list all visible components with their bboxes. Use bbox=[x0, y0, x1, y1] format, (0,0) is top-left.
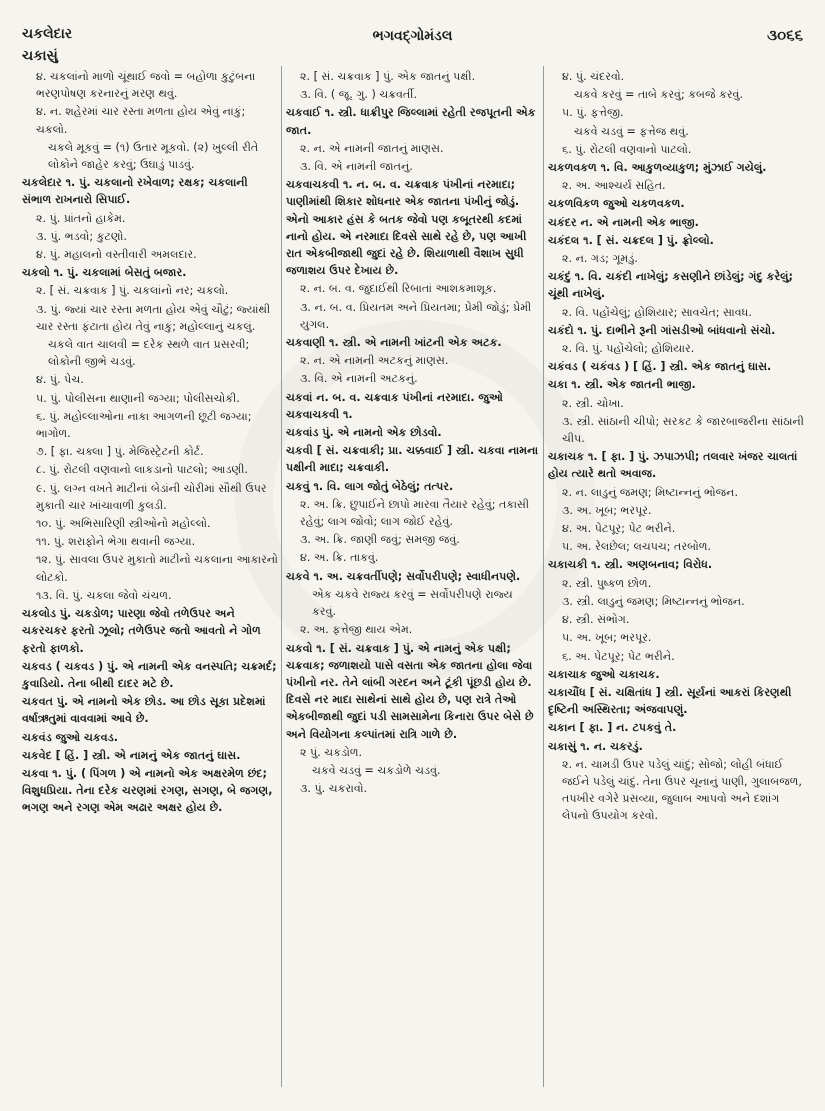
entry-sense: ૩. પું. ભડવો; કુટણો. bbox=[36, 229, 127, 243]
entry-sense: ૫. અ. રેલછેલ; લચપચ; તરબોળ. bbox=[562, 540, 712, 554]
entry-sense: ૨. અ. આશ્ચર્ય સહિત. bbox=[562, 179, 666, 193]
entry-sense: ૨. સ્ત્રી. પુષ્કળ છોળ. bbox=[562, 576, 652, 590]
entry-sense: ૫. અ. ખૂબ; ભરપૂર. bbox=[562, 631, 652, 645]
column-2 bbox=[286, 68, 540, 798]
dictionary-entry: ચકવાણી ૧. સ્ત્રી. એ નામની ખાંટની એક અટક. bbox=[286, 336, 502, 350]
entry-sense: ૨. અ. ફત્તેજી થાય એમ. bbox=[300, 623, 413, 637]
dictionary-entry: ચકવેદ [ હિં. ] સ્ત્રી. એ નામનું એક જાતનું ઘાસ. bbox=[22, 748, 241, 762]
dictionary-entry: ચકંદર ન. એ નામની એક ભાજી. bbox=[548, 215, 699, 229]
entry-sense: ૨ પું. ચકડોળ. bbox=[300, 745, 363, 759]
dictionary-entry: ચકંદો ૧. પું. દાભીને રૂની ગાંસડીઓ બાંધવાનો સંચો. bbox=[548, 323, 776, 337]
entry-sense: ૩. વિ. ( જૂ. ગુ. ) ચક્રવર્તી. bbox=[300, 88, 417, 102]
column-3 bbox=[548, 68, 804, 826]
entry-sense: ૨. ન. ગડ; ગૂમડું. bbox=[562, 252, 638, 266]
entry-sense: ૨. વિ. પું. પહોંચેલો; હોશિયાર. bbox=[562, 342, 695, 356]
entry-sense: ૮. પું. રોટલી વણવાનો લાકડાનો પાટલો; આડણી. bbox=[36, 463, 248, 477]
entry-sense: ચકવે ચડવું = ફત્તેજ થવું. bbox=[574, 124, 689, 138]
guide-word-second: ચકાસું bbox=[22, 48, 58, 64]
entry-sense: ૬. પું. રોટલી વણવાનો પાટલો. bbox=[562, 142, 692, 156]
entry-sense: ૩. સ્ત્રી. સાંઠાની ચીપો; સરકટ કે જારબાજરીના સાંઠાની ચીપ. bbox=[562, 414, 804, 446]
column-divider bbox=[281, 66, 282, 1087]
entry-sense: ૩. ન. બ. વ. પ્રિયતમ અને પ્રિયતમા; પ્રેમી જોડું; પ્રેમી યુગલ. bbox=[300, 300, 532, 331]
dictionary-entry: ચકા ૧. સ્ત્રી. એક જાતની ભાજી. bbox=[548, 378, 696, 392]
dictionary-entry: ચકવાચકવી ૧. ન. બ. વ. ચક્રવાક પંખીનાં નરમાદા; પાણીમાંથી શિકાર શોધનાર એક જાતના પંખીનું જોડું. એનો આકાર હંસ કે બતક જેવો પણ કબૂતરથી કદમાં નાનો હોય. એ નરમાદા દિવસે સાથે રહે છે, પણ આખી રાત એકબીજાથી જુદાં રહે છે. શિયાળાથી વૈશાખ સુધી જળાશય ઉપર દેખાય છે. bbox=[286, 178, 527, 278]
page-header bbox=[22, 26, 803, 64]
entry-sense: ૧૧. પું. શરાફોને ભેગા થવાની જગ્યા. bbox=[36, 535, 196, 549]
dictionary-entry: ચકવી [ સં. ચક્રવાકી; પ્રા. ચક્કવાઈ ] સ્ત્રી. ચકવા નામના પક્ષીની માદા; ચક્રવાકી. bbox=[286, 444, 539, 475]
entry-sense: ૨. સ્ત્રી. ચોખા. bbox=[562, 396, 624, 410]
entry-sense: ૪. પું. મહાલનો વસ્તીવારી અમલદાર. bbox=[36, 248, 197, 262]
entry-sense: ૩. પું. જ્યાં ચાર રસ્તા મળતા હોય એવું ચૌટું; જ્યાંથી ચાર રસ્તા ફંટાતા હોય તેવું નાકું; મહોલ્લાનું ચકલું. bbox=[36, 302, 271, 333]
dictionary-entry: ચકંદું ૧. વિ. ચકંદી નાખેલું; કસણીને છાંડેલું; ગંદુ કરેલું; ચૂંથી નાખેલું. bbox=[548, 270, 793, 301]
entry-sense: ૯. પું. લગ્ન વખતે માટીનાં બેડાંની ચોરીમાં સૌથી ઉપર મુકાતી ચાર ખાંચાવાળી કુલડી. bbox=[36, 481, 267, 512]
dictionary-entry: ચકવું ૧. વિ. લાગ જોતું બેઠેલું; તત્પર. bbox=[286, 479, 454, 493]
dictionary-entry: ચકવાં ન. બ. વ. ચક્રવાક પંખીનાં નરમાદા. જુઓ ચકવાચકવી ૧. bbox=[286, 390, 504, 421]
entry-sense: ૫. પું. પોલીસના થાણાની જગ્યા; પોલીસચોકી. bbox=[36, 391, 240, 405]
entry-sense: ચકવે કરવું = તાબે કરવું; કબજે કરવું. bbox=[574, 88, 743, 102]
dictionary-entry: ચકલો ૧. પું. ચકલામાં બેસતું બજાર. bbox=[22, 266, 187, 280]
dictionary-entry: ચકવા ૧. પું. ( પિંગળ ) એ નામનો એક અક્ષરમેળ છંદ; વિશુધપ્રિયા. તેના દરેક ચરણમાં રગણ, સગણ, બે જગણ, ભગણ અને રગણ એમ અઢાર અક્ષર હોય છે. bbox=[22, 766, 273, 815]
entry-sense: ૪. ચકલાંનો માળો ચૂંથાઈ જવો = બહોળા કુટુંબના ભરણપોષણ કરનારનું મરણ થવું. bbox=[36, 70, 256, 101]
dictionary-entry: ચકવડ ( ચકવડ ) પું. એ નામની એક વનસ્પતિ; ચક્રમર્દ; કુવાડિયો. તેના બીથી દાદર મટે છે. bbox=[22, 659, 277, 690]
entry-sense: ૪. સ્ત્રી. સંભોગ. bbox=[562, 613, 630, 627]
entry-sense: ૧૨. પું. સાવલા ઉપર મુકાતો માટીનો ચકલાના આકારનો લોટકો. bbox=[36, 553, 278, 584]
entry-sense: ચકલે મૂકવું = (૧) ઉતાર મૂકવો. (૨) ખુલ્લી રીતે લોકોને જાહેર કરવું; ઉઘાડું પાડવું. bbox=[48, 140, 259, 172]
dictionary-entry: ચકંદલ ૧. [ સં. ચક્રદલ ] પું. ફ્રોલ્લો. bbox=[548, 233, 714, 247]
dictionary-entry: ચકાન [ ફા. ] ન. ટપકવું તે. bbox=[548, 721, 677, 735]
entry-sense: ૪. અ. પેટપૂર; પેટ ભરીને. bbox=[562, 522, 676, 536]
entry-sense: ૩. સ્ત્રી. લાડુનું જમણ; મિષ્ટાન્નનું ભોજન. bbox=[562, 594, 745, 608]
entry-sense: ૨. ન. ચામડી ઉપર પડેલું ચાંદું; સોજો; લોહી બંધાઈ જઈને પડેલું ચાંદું. તેના ઉપર ચૂનાનું પાણી, ગુલાબજળ, તપખીર વગેરે પ્રસવ્યા, જુલાબ આપવો અને દશાંગ લેપનો ઉપયોગ કરવો. bbox=[562, 757, 802, 823]
dictionary-entry: ચકાચક ૧. [ ફા. ] પું. ઝપાઝપી; તલવાર ખંજર ચાલતાં હોય ત્યારે થતો અવાજ. bbox=[548, 450, 798, 481]
entry-sense: ૪. પું. પેચ. bbox=[36, 373, 84, 387]
entry-sense: ૧૦. પું. અભિસારિણી સ્ત્રીઓનો મહોલ્લો. bbox=[36, 517, 211, 531]
entry-sense: ૨. ન. બ. વ. જુદાઈથી રિબાતાં આશકમાશૂક. bbox=[300, 282, 497, 296]
dictionary-entry: ચકાચકી ૧. સ્ત્રી. અણબનાવ; વિરોધ. bbox=[548, 558, 713, 572]
entry-sense: ૨. ન. લાડુનું જમણ; મિષ્ટાન્નનું ભોજન. bbox=[562, 485, 738, 499]
entry-sense: ૩. વિ. એ નામની અટકનું. bbox=[300, 372, 418, 386]
entry-sense: ૫. પું. ફત્તેજી. bbox=[562, 106, 624, 120]
entry-sense: ૩. અ. ખૂબ; ભરપૂર. bbox=[562, 503, 652, 517]
dictionary-entry: ચકવત પું. એ નામનો એક છોડ. આ છોડ સૂકા પ્રદેશમાં વર્ષાઋતુમાં વાવવામાં આવે છે. bbox=[22, 695, 266, 726]
dictionary-entry: ચકવાંડ પું. એ નામનો એક છોડવો. bbox=[286, 426, 442, 440]
entry-sense: ૨. ન. એ નામની અટકનું માણસ. bbox=[300, 354, 449, 368]
entry-sense: ૪. અ. ક્રિ. તાકવું. bbox=[300, 551, 379, 565]
entry-sense: ૬. પું. મહોલ્લાઓના નાકા આગળની છૂટી જગ્યા; ભાગોળ. bbox=[36, 409, 252, 441]
book-title: ભગવદ્ગોમંડલ bbox=[372, 28, 453, 44]
entry-sense: ૨. [ સં. ચક્રવાક ] પું. એક જાતનું પક્ષી. bbox=[300, 70, 476, 83]
dictionary-entry: ચકવે ૧. અ. ચક્રવર્તીપણે; સર્વોપરીપણે; સ્વાધીનપણે. bbox=[286, 569, 521, 583]
dictionary-entry: ચકળવકળ ૧. વિ. આકુળવ્યાકુળ; મુંઝાઈ ગયેલું. bbox=[548, 161, 767, 175]
dictionary-entry: ચકવંડ જુઓ ચકવડ. bbox=[22, 730, 118, 744]
entry-sense: ૨. [ સં. ચક્રવાક ] પું. ચકલાંનો નર; ચકલો. bbox=[36, 284, 229, 298]
entry-sense: ૩. અ. ક્રિ. જાણી જવું; સમજી જવું. bbox=[300, 533, 460, 547]
dictionary-entry: ચકાચાક જુઓ ચકાચક. bbox=[548, 667, 660, 681]
entry-sense: ૩. વિ. એ નામની જાતનું. bbox=[300, 160, 413, 174]
entry-sense: ૪. ન. શહેરમાં ચાર રસ્તા મળતા હોય એવું નાકું; ચકલો. bbox=[36, 105, 246, 136]
dictionary-entry: ચકવાઈ ૧. સ્ત્રી. ધાક્રીપુર જિલ્લામાં રહેતી રજપૂતની એક જાત. bbox=[286, 106, 536, 137]
entry-sense: ૩. પું. ચકરાવો. bbox=[300, 782, 368, 796]
entry-sense: એક ચકવે રાજ્ય કરવું = સર્વોપરીપણે રાજ્ય કરવું. bbox=[312, 587, 513, 619]
dictionary-entry: ચકવો ૧. [ સં. ચક્રવાક ] પું. એ નામનું એક પક્ષી; ચક્રવાક; જળાશયો પાસે વસતા એક જાતના હોલા જેવા પંખીનો નર. તેને લાંબી ગરદન અને ટૂંકી પૂંછડી હોય છે. દિવસે નર માદા સાથેનાં સાથે હોય છે, પણ રાત્રે તેઓ એકબીજાથી જુદાં પડી સામસામેના કિનારા ઉપર બેસે છે અને વિયોગના કલ્પાંતમાં રાત્રિ ગાળે છે. bbox=[286, 641, 534, 741]
entry-sense: ચકલે વાત ચાલવી = દરેક સ્થળે વાત પ્રસરવી; લોકોની જીભે ચડવું. bbox=[48, 338, 250, 369]
dictionary-entry: ચકળવિકળ જુઓ ચકળવકળ. bbox=[548, 197, 685, 211]
dictionary-entry: ચકાસું ૧. ન. ચકરડું. bbox=[548, 739, 643, 753]
entry-sense: ૭. [ ફા. ચક્લા ] પું. મેજિસ્ટ્રેટની કોર્ટ. bbox=[36, 445, 204, 459]
entry-sense: ૨. પું. પ્રાંતનો હાકેમ. bbox=[36, 211, 126, 225]
dictionary-entry: ચકંવડ ( ચકંવડ ) [ હિં. ] સ્ત્રી. એક જાતનું ઘાસ. bbox=[548, 360, 772, 374]
entry-sense: ચકવે ચડવું = ચકડોળે ચડવું. bbox=[312, 763, 441, 777]
entry-sense: ૪. પું. ચંદરવો. bbox=[562, 70, 625, 83]
dictionary-entry: ચકલેદાર ૧. પું. ચકલાનો રખેવાળ; રક્ષક; ચકલાની સંભાળ રાખનારો સિપાઈ. bbox=[22, 176, 248, 207]
column-divider bbox=[543, 66, 544, 1087]
entry-sense: ૨. અ. ક્રિ. છુપાઈને છાપો મારવા તૈયાર રહેવું; તકાસી રહેવું; લાગ જોવો; લાગ જોઈ રહેવું. bbox=[300, 497, 530, 529]
entry-sense: ૬. અ. પેટપૂર; પેટ ભરીને. bbox=[562, 649, 675, 663]
page-number: ૩૦૬૬ bbox=[767, 26, 803, 44]
dictionary-entry: ચકલોડ પું. ચકડોળ; પારણા જેવો તળેઉપર અને ચકરચકર ફરતો ઝૂલો; તળેઉપર જતો આવતો ને ગોળ ફરતો ફાળકો. bbox=[22, 607, 261, 655]
entry-sense: ૧૩. વિ. પું. ચકલા જેવો ચંચળ. bbox=[36, 588, 172, 602]
column-1 bbox=[22, 68, 278, 818]
entry-sense: ૨. ન. એ નામની જાતનું માણસ. bbox=[300, 141, 444, 155]
dictionary-entry: ચકાચૌંધ [ સં. ચક્ષિતાંધ ] સ્ત્રી. સૂર્યનાં આકરાં કિરણથી દૃષ્ટિની અસ્થિરતા; અંજવાપણું. bbox=[548, 685, 792, 717]
guide-word-first: ચકલેદાર bbox=[22, 26, 73, 42]
entry-sense: ૨. વિ. પહોંચેલું; હોશિયાર; સાવચેત; સાવધ. bbox=[562, 305, 752, 319]
